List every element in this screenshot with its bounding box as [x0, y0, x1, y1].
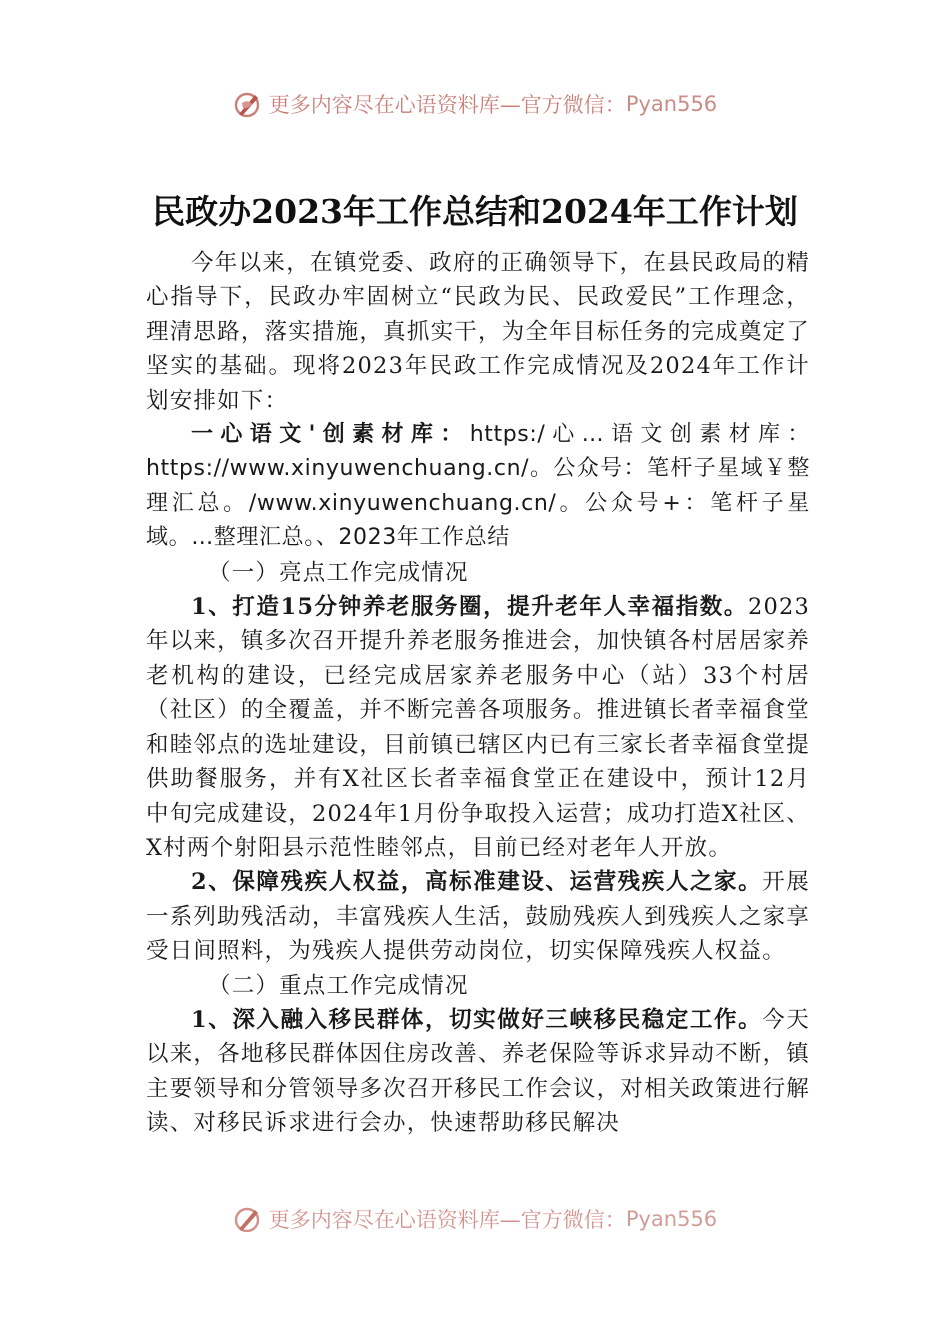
inserted-promo-lead: 一心语文'创素材库：	[191, 422, 470, 448]
inserted-promo-text: https:/心…语文创素材库：https://www.xinyuwenchuang.cn/。公众号：笔杆子星域￥整理汇总。/www.xinyuwenchuang.cn/。公众号+：笔杆子星域。…整理汇总。、2023年工作总结	[146, 422, 810, 551]
item-elderly-care-body: 2023年以来，镇多次召开提升养老服务推进会，加快镇各村居居家养老机构的建设，已经完成居家养老服务中心（站）33个村居（社区）的全覆盖，并不断完善各项服务。推进镇长者幸福食堂和睦邻点的选址建设，目前镇已辖区内已有三家长者幸福食堂提供助餐服务，并有X社区长者幸福食堂正在建设中，预计12月中旬完成建设，2024年1月份争取投入运营；成功打造X社区、X村两个射阳县示范性睦邻点，目前已经对老年人开放。	[146, 594, 810, 861]
watermark-text: 更多内容尽在心语资料库—官方微信：	[268, 1208, 626, 1232]
watermark-text: 更多内容尽在心语资料库—官方微信：	[268, 93, 626, 117]
watermark-banner-bottom	[0, 1206, 950, 1232]
intro-paragraph: 今年以来，在镇党委、政府的正确领导下，在县民政局的精心指导下，民政办牢固树立“民政为民、民政爱民”工作理念，理清思路，落实措施，真抓实干，为全年目标任务的完成奠定了坚实的基础。现将2023年民政工作完成情况及2024年工作计划安排如下：	[146, 250, 810, 414]
item-migrants-body: 今天以来，各地移民群体因住房改善、养老保险等诉求异动不断，镇主要领导和分管领导多次召开移民工作会议，对相关政策进行解读、对移民诉求进行会办，快速帮助移民解决	[146, 1006, 810, 1137]
item-migrants-title: 1、深入融入移民群体，切实做好三峡移民稳定工作。	[191, 1006, 763, 1033]
inserted-promo-paragraph	[146, 418, 810, 556]
watermark-wechat-id: Pyan556	[625, 92, 718, 116]
document-title: 民政办2023年工作总结和2024年工作计划	[152, 192, 798, 231]
watermark-wechat-id: Pyan556	[625, 1207, 718, 1231]
watermark-banner-top	[0, 84, 950, 124]
pen-logo-icon	[233, 1206, 263, 1232]
pen-logo-icon	[233, 89, 263, 119]
item-disability-body: 开展一系列助残活动，丰富残疾人生活，鼓励残疾人到残疾人之家享受日间照料，为残疾人提供劳动岗位，切实保障残疾人权益。	[146, 869, 810, 965]
item-migrants	[146, 1003, 810, 1141]
document-body	[146, 246, 810, 1141]
item-elderly-care	[146, 590, 810, 865]
section-heading-highlights: （一）亮点工作完成情况	[208, 559, 469, 586]
item-disability	[146, 865, 810, 968]
item-elderly-care-title: 1、打造15分钟养老服务圈，提升老年人幸福指数。	[191, 594, 748, 621]
item-disability-title: 2、保障残疾人权益，高标准建设、运营残疾人之家。	[191, 869, 763, 896]
section-heading-key-work: （二）重点工作完成情况	[208, 972, 469, 999]
